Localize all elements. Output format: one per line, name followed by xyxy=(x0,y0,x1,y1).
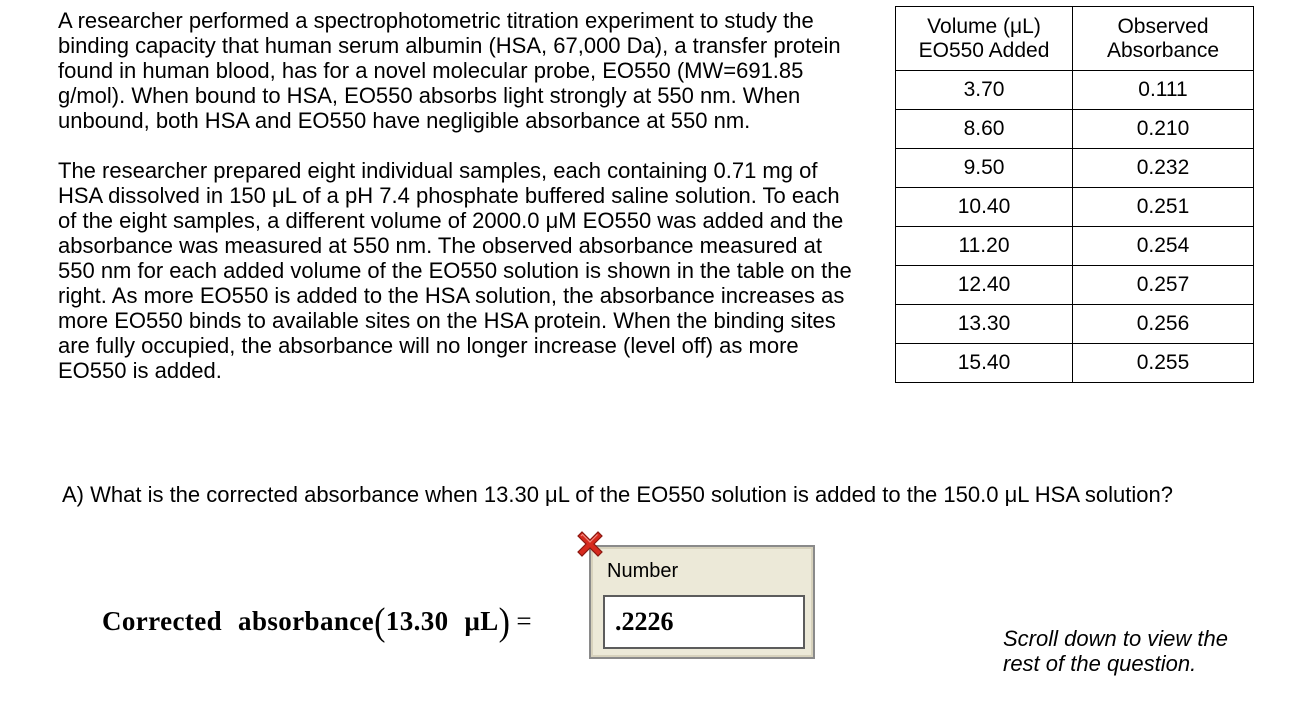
answer-input[interactable] xyxy=(603,595,805,649)
table-row xyxy=(896,71,1254,110)
absorbance-data-table xyxy=(895,6,1254,383)
header-absorbance-line2: Absorbance xyxy=(1106,38,1220,62)
header-absorbance xyxy=(1073,7,1254,71)
header-volume-line2: EO550 Added xyxy=(918,38,1050,62)
table-row xyxy=(896,227,1254,266)
table-header-row xyxy=(896,7,1254,71)
wrong-answer-x-icon xyxy=(572,527,608,563)
volume-cell: 9.50 xyxy=(896,149,1073,188)
absorbance-cell: 0.255 xyxy=(1073,344,1254,383)
volume-cell: 15.40 xyxy=(896,344,1073,383)
absorbance-cell: 0.232 xyxy=(1073,149,1254,188)
volume-cell: 3.70 xyxy=(896,71,1073,110)
question-a-text: A) What is the corrected absorbance when 13.30 μL of the EO550 solution is added to the 150.0 μL HSA solution? xyxy=(62,482,1173,507)
absorbance-cell: 0.210 xyxy=(1073,110,1254,149)
table-row xyxy=(896,305,1254,344)
intro-paragraph-2: The researcher prepared eight individual samples, each containing 0.71 mg of HSA dissolved in 150 μL of a pH 7.4 phosphate buffered saline solution. To each of the eight samples, a different volume of 2000.0 μM EO550 was added and the absorbance was measured at 550 nm. The observed absorbance measured at 550 nm for each added volume of the EO550 solution is shown in the table on the right. As more EO550 is added to the HSA solution, the absorbance increases as more EO550 binds to available sites on the HSA protein. When the binding sites are fully occupied, the absorbance will no longer increase (level off) as more EO550 is added. xyxy=(58,158,852,383)
absorbance-cell: 0.111 xyxy=(1073,71,1254,110)
equation-unit: μL xyxy=(464,606,499,636)
scroll-note-line1: Scroll down to view the xyxy=(1003,626,1228,651)
volume-cell: 13.30 xyxy=(896,305,1073,344)
table-row xyxy=(896,149,1254,188)
table-row xyxy=(896,266,1254,305)
volume-cell: 12.40 xyxy=(896,266,1073,305)
problem-statement xyxy=(58,8,863,408)
header-volume xyxy=(896,7,1073,71)
header-volume-line1: Volume (μL) xyxy=(927,14,1041,38)
equation-word-corrected: Corrected xyxy=(102,606,223,636)
answer-unit-label: Number xyxy=(607,560,679,582)
volume-cell: 11.20 xyxy=(896,227,1073,266)
table-row xyxy=(896,188,1254,227)
scroll-note-line2: rest of the question. xyxy=(1003,651,1197,676)
intro-paragraph-1: A researcher performed a spectrophotometric titration experiment to study the binding capacity that human serum albumin (HSA, 67,000 Da), a transfer protein found in human blood, has for a novel molecular probe, EO550 (MW=691.85 g/mol). When bound to HSA, EO550 absorbs light strongly at 550 nm. When unbound, both HSA and EO550 have negligible absorbance at 550 nm. xyxy=(58,8,841,133)
equation-equals: = xyxy=(516,606,533,636)
equation-open-paren: ( xyxy=(374,601,386,644)
equation-word-absorbance: absorbance xyxy=(238,606,375,636)
table-row xyxy=(896,110,1254,149)
corrected-absorbance-equation xyxy=(102,601,533,644)
volume-cell: 10.40 xyxy=(896,188,1073,227)
answer-box xyxy=(589,545,815,659)
equation-close-paren: ) xyxy=(498,601,511,644)
absorbance-cell: 0.257 xyxy=(1073,266,1254,305)
absorbance-cell: 0.251 xyxy=(1073,188,1254,227)
absorbance-cell: 0.256 xyxy=(1073,305,1254,344)
equation-volume: 13.30 xyxy=(385,606,449,636)
table-row xyxy=(896,344,1254,383)
volume-cell: 8.60 xyxy=(896,110,1073,149)
header-absorbance-line1: Observed xyxy=(1117,14,1209,38)
absorbance-cell: 0.254 xyxy=(1073,227,1254,266)
scroll-note xyxy=(1003,626,1228,676)
